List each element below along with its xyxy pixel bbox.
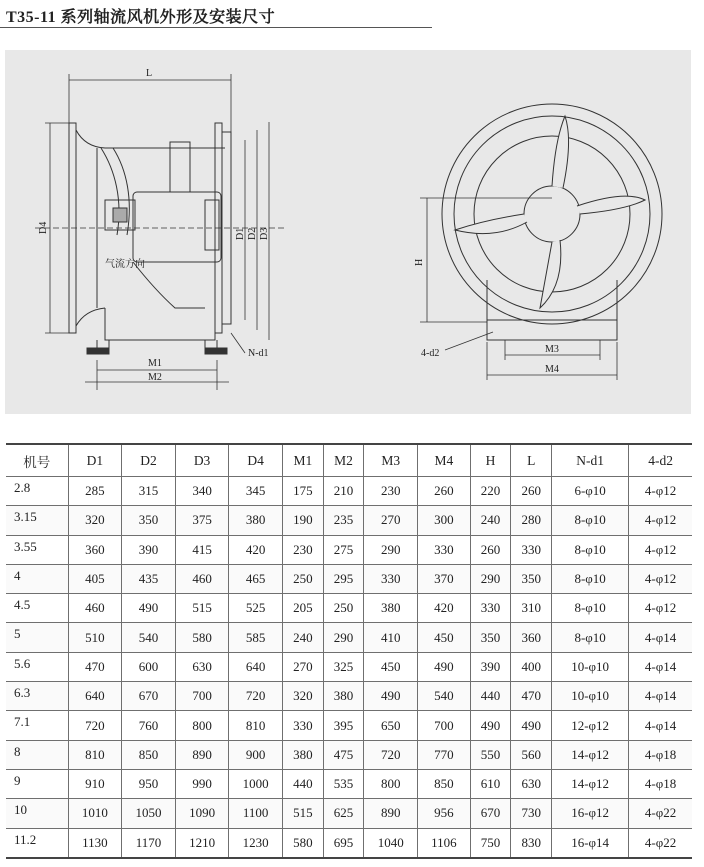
table-cell: 10-φ10 — [552, 652, 629, 681]
table-cell: 450 — [418, 623, 471, 652]
table-cell: 540 — [122, 623, 176, 652]
table-cell: 695 — [323, 828, 364, 858]
column-header: D2 — [122, 444, 176, 477]
table-cell: 890 — [364, 799, 418, 828]
label-L: L — [146, 68, 153, 79]
table-cell: 330 — [418, 535, 471, 564]
table-cell: 640 — [68, 682, 122, 711]
table-cell: 12-φ12 — [552, 711, 629, 740]
table-cell: 340 — [175, 477, 229, 506]
table-cell: 3.55 — [6, 535, 68, 564]
table-cell: 6-φ10 — [552, 477, 629, 506]
table-cell: 700 — [418, 711, 471, 740]
table-cell: 10 — [6, 799, 68, 828]
bell-mouth-bottom — [76, 308, 105, 326]
table-cell: 280 — [511, 506, 552, 535]
table-cell: 330 — [511, 535, 552, 564]
table-cell: 490 — [122, 594, 176, 623]
table-cell: 260 — [511, 477, 552, 506]
table-cell: 5.6 — [6, 652, 68, 681]
label-M2: M2 — [148, 372, 162, 383]
table-cell: 175 — [282, 477, 323, 506]
table-cell: 405 — [68, 564, 122, 593]
title-divider — [0, 27, 432, 28]
table-cell: 290 — [323, 623, 364, 652]
table-cell: 956 — [418, 799, 471, 828]
table-cell: 14-φ12 — [552, 740, 629, 769]
table-cell: 3.15 — [6, 506, 68, 535]
table-row — [6, 711, 692, 740]
table-cell: 6.3 — [6, 682, 68, 711]
table-cell: 850 — [418, 769, 471, 798]
table-cell: 850 — [122, 740, 176, 769]
technical-drawing-panel — [5, 50, 691, 414]
table-cell: 325 — [323, 652, 364, 681]
table-cell: 290 — [364, 535, 418, 564]
table-cell: 1010 — [68, 799, 122, 828]
table-cell: 380 — [282, 740, 323, 769]
table-cell: 390 — [470, 652, 511, 681]
label-D4: D4 — [38, 221, 49, 234]
table-cell: 8-φ10 — [552, 594, 629, 623]
table-row — [6, 682, 692, 711]
table-cell: 475 — [323, 740, 364, 769]
table-cell: 560 — [511, 740, 552, 769]
fan-blade-bottom — [540, 240, 561, 308]
table-cell: 250 — [323, 594, 364, 623]
table-cell: 295 — [323, 564, 364, 593]
table-cell: 415 — [175, 535, 229, 564]
table-cell: 380 — [323, 682, 364, 711]
table-cell: 490 — [470, 711, 511, 740]
table-cell: 250 — [282, 564, 323, 593]
table-cell: 16-φ14 — [552, 828, 629, 858]
table-cell: 220 — [470, 477, 511, 506]
table-cell: 580 — [175, 623, 229, 652]
table-row — [6, 564, 692, 593]
left-foot — [87, 348, 109, 354]
column-header: M2 — [323, 444, 364, 477]
column-header: 机号 — [6, 444, 68, 477]
table-cell: 540 — [418, 682, 471, 711]
table-cell: 760 — [122, 711, 176, 740]
label-Nd1: N-d1 — [248, 348, 269, 359]
table-cell: 640 — [229, 652, 283, 681]
table-row — [6, 623, 692, 652]
table-cell: 810 — [229, 711, 283, 740]
table-cell: 525 — [229, 594, 283, 623]
table-row — [6, 740, 692, 769]
table-row — [6, 799, 692, 828]
table-cell: 1000 — [229, 769, 283, 798]
label-M4: M4 — [545, 364, 559, 375]
table-cell: 4.5 — [6, 594, 68, 623]
column-header: L — [511, 444, 552, 477]
table-row — [6, 769, 692, 798]
table-cell: 670 — [122, 682, 176, 711]
table-cell: 490 — [511, 711, 552, 740]
table-cell: 720 — [229, 682, 283, 711]
table-cell: 585 — [229, 623, 283, 652]
table-cell: 830 — [511, 828, 552, 858]
table-cell: 230 — [364, 477, 418, 506]
table-cell: 630 — [511, 769, 552, 798]
table-cell: 580 — [282, 828, 323, 858]
motor-strut — [170, 142, 190, 192]
table-cell: 410 — [364, 623, 418, 652]
table-cell: 990 — [175, 769, 229, 798]
table-cell: 270 — [282, 652, 323, 681]
table-row — [6, 506, 692, 535]
label-M3: M3 — [545, 344, 559, 355]
table-cell: 4-φ18 — [629, 740, 692, 769]
table-cell: 440 — [470, 682, 511, 711]
table-cell: 5 — [6, 623, 68, 652]
table-cell: 320 — [68, 506, 122, 535]
bell-mouth-top — [76, 130, 225, 148]
table-cell: 490 — [418, 652, 471, 681]
table-cell: 240 — [282, 623, 323, 652]
table-cell: 4 — [6, 564, 68, 593]
table-cell: 600 — [122, 652, 176, 681]
table-cell: 1170 — [122, 828, 176, 858]
table-cell: 4-φ22 — [629, 828, 692, 858]
table-cell: 750 — [470, 828, 511, 858]
label-H: H — [414, 258, 425, 266]
dimension-table — [6, 443, 692, 859]
table-cell: 380 — [229, 506, 283, 535]
label-d2: 4-d2 — [421, 348, 440, 359]
label-M1: M1 — [148, 358, 162, 369]
table-cell: 730 — [511, 799, 552, 828]
table-cell: 400 — [511, 652, 552, 681]
table-cell: 345 — [229, 477, 283, 506]
table-cell: 285 — [68, 477, 122, 506]
table-row — [6, 828, 692, 858]
table-cell: 330 — [470, 594, 511, 623]
table-cell: 4-φ14 — [629, 623, 692, 652]
table-cell: 800 — [364, 769, 418, 798]
table-cell: 535 — [323, 769, 364, 798]
table-cell: 8-φ10 — [552, 623, 629, 652]
column-header: 4-d2 — [629, 444, 692, 477]
table-cell: 16-φ12 — [552, 799, 629, 828]
table-cell: 4-φ12 — [629, 535, 692, 564]
table-cell: 630 — [175, 652, 229, 681]
table-cell: 4-φ12 — [629, 477, 692, 506]
table-cell: 190 — [282, 506, 323, 535]
fan-blade-left — [455, 214, 527, 234]
table-cell: 300 — [418, 506, 471, 535]
label-D3: D3 — [259, 227, 270, 240]
table-row — [6, 477, 692, 506]
table-cell: 1106 — [418, 828, 471, 858]
table-cell: 720 — [68, 711, 122, 740]
table-cell: 1050 — [122, 799, 176, 828]
table-cell: 465 — [229, 564, 283, 593]
table-cell: 260 — [418, 477, 471, 506]
table-cell: 1100 — [229, 799, 283, 828]
table-cell: 230 — [282, 535, 323, 564]
table-cell: 950 — [122, 769, 176, 798]
table-cell: 4-φ12 — [629, 594, 692, 623]
table-body — [6, 477, 692, 858]
table-cell: 205 — [282, 594, 323, 623]
table-cell: 9 — [6, 769, 68, 798]
front-view — [442, 104, 662, 340]
table-cell: 315 — [122, 477, 176, 506]
table-cell: 515 — [175, 594, 229, 623]
table-cell: 650 — [364, 711, 418, 740]
table-cell: 8-φ10 — [552, 506, 629, 535]
table-cell: 4-φ18 — [629, 769, 692, 798]
table-cell: 320 — [282, 682, 323, 711]
table-cell: 275 — [323, 535, 364, 564]
table-cell: 8-φ10 — [552, 564, 629, 593]
table-cell: 370 — [418, 564, 471, 593]
table-cell: 420 — [229, 535, 283, 564]
fan-blade-top — [552, 116, 569, 188]
column-header: M1 — [282, 444, 323, 477]
table-cell: 900 — [229, 740, 283, 769]
table-cell: 4-φ14 — [629, 682, 692, 711]
table-cell: 8 — [6, 740, 68, 769]
motor-body — [133, 192, 221, 262]
table-cell: 890 — [175, 740, 229, 769]
table-cell: 4-φ22 — [629, 799, 692, 828]
column-header: M4 — [418, 444, 471, 477]
table-cell: 4-φ12 — [629, 506, 692, 535]
table-cell: 670 — [470, 799, 511, 828]
table-row — [6, 535, 692, 564]
table-cell: 380 — [364, 594, 418, 623]
column-header: H — [470, 444, 511, 477]
right-foot — [205, 348, 227, 354]
casing-lower — [105, 308, 215, 340]
fan-blade-right — [577, 196, 645, 214]
table-cell: 360 — [68, 535, 122, 564]
label-D1: D1 — [235, 227, 246, 240]
column-header: N-d1 — [552, 444, 629, 477]
side-view — [69, 123, 231, 354]
table-cell: 460 — [68, 594, 122, 623]
table-cell: 4-φ14 — [629, 711, 692, 740]
table-cell: 510 — [68, 623, 122, 652]
table-cell: 1040 — [364, 828, 418, 858]
table-cell: 210 — [323, 477, 364, 506]
table-cell: 440 — [282, 769, 323, 798]
table-cell: 1130 — [68, 828, 122, 858]
table-cell: 550 — [470, 740, 511, 769]
table-cell: 390 — [122, 535, 176, 564]
table-cell: 310 — [511, 594, 552, 623]
column-header: D3 — [175, 444, 229, 477]
table-cell: 290 — [470, 564, 511, 593]
table-cell: 1090 — [175, 799, 229, 828]
table-cell: 7.1 — [6, 711, 68, 740]
column-header: D1 — [68, 444, 122, 477]
table-cell: 350 — [122, 506, 176, 535]
table-row — [6, 594, 692, 623]
table-cell: 14-φ12 — [552, 769, 629, 798]
hub-circle — [524, 186, 580, 242]
fan-drawing-svg — [5, 50, 691, 414]
table-cell: 420 — [418, 594, 471, 623]
table-cell: 460 — [175, 564, 229, 593]
label-D2: D2 — [247, 227, 258, 240]
table-cell: 260 — [470, 535, 511, 564]
column-header: M3 — [364, 444, 418, 477]
table-cell: 360 — [511, 623, 552, 652]
label-airflow: 气流方向 — [105, 259, 145, 270]
table-cell: 1210 — [175, 828, 229, 858]
table-cell: 240 — [470, 506, 511, 535]
table-cell: 395 — [323, 711, 364, 740]
table-cell: 2.8 — [6, 477, 68, 506]
table-header-row — [6, 444, 692, 477]
table-row — [6, 652, 692, 681]
table-cell: 700 — [175, 682, 229, 711]
table-cell: 515 — [282, 799, 323, 828]
table-cell: 625 — [323, 799, 364, 828]
table-cell: 910 — [68, 769, 122, 798]
table-cell: 330 — [364, 564, 418, 593]
column-header: D4 — [229, 444, 283, 477]
page-title: T35-11 系列轴流风机外形及安装尺寸 — [6, 9, 276, 26]
table-cell: 720 — [364, 740, 418, 769]
table-cell: 375 — [175, 506, 229, 535]
table-cell: 470 — [511, 682, 552, 711]
table-cell: 470 — [68, 652, 122, 681]
table-cell: 11.2 — [6, 828, 68, 858]
table-cell: 450 — [364, 652, 418, 681]
table-cell: 770 — [418, 740, 471, 769]
table-cell: 350 — [511, 564, 552, 593]
table-cell: 810 — [68, 740, 122, 769]
table-cell: 800 — [175, 711, 229, 740]
table-cell: 490 — [364, 682, 418, 711]
table-cell: 235 — [323, 506, 364, 535]
table-cell: 1230 — [229, 828, 283, 858]
table-cell: 270 — [364, 506, 418, 535]
table-cell: 610 — [470, 769, 511, 798]
table-cell: 4-φ14 — [629, 652, 692, 681]
table-cell: 10-φ10 — [552, 682, 629, 711]
table-cell: 435 — [122, 564, 176, 593]
table-cell: 330 — [282, 711, 323, 740]
table-cell: 4-φ12 — [629, 564, 692, 593]
table-cell: 350 — [470, 623, 511, 652]
table-cell: 8-φ10 — [552, 535, 629, 564]
